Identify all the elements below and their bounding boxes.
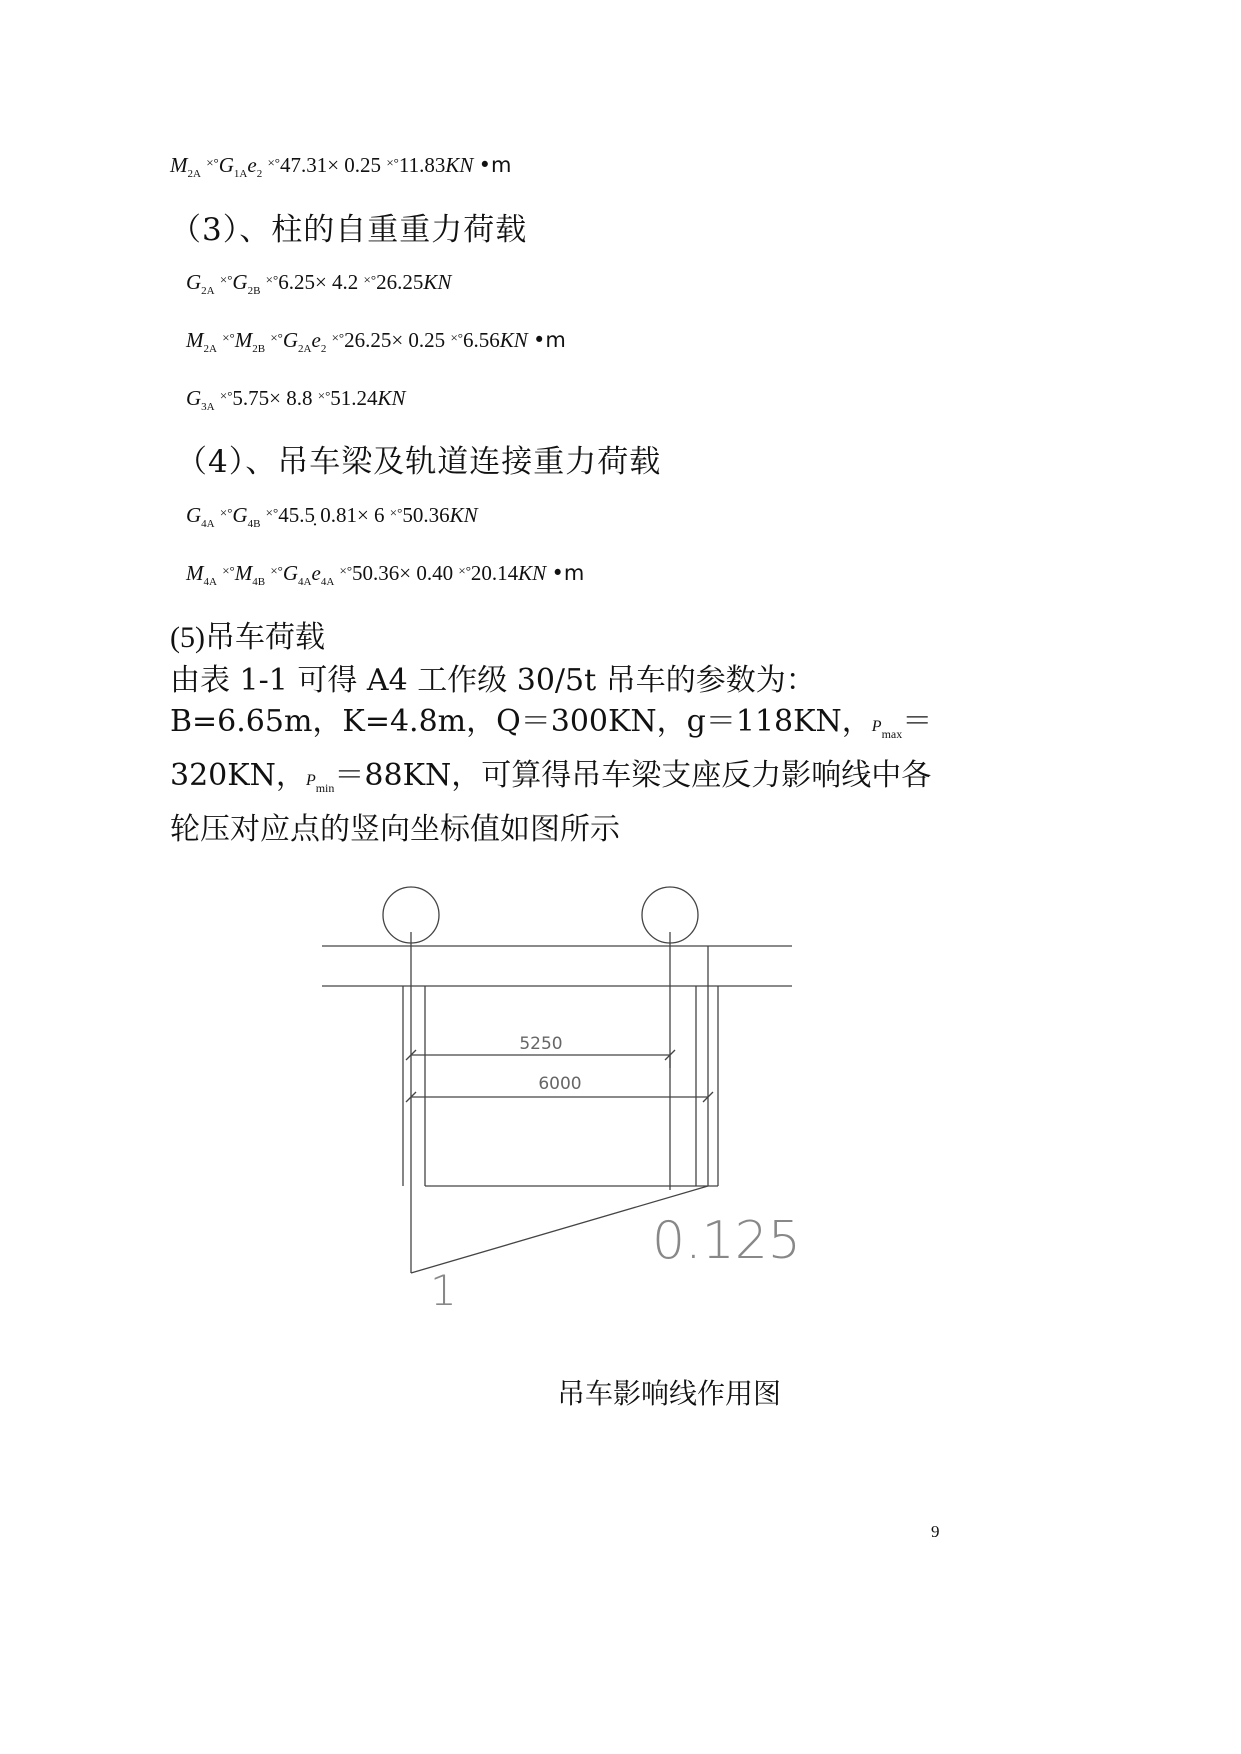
crane-parameters-paragraph: 由表 1-1 可得 A4 工作级 30/5t 吊车的参数为：B=6.65m，K=4.8m，Q＝300KN，g＝118KN，$P_{max}=320KN$，$P_{min}=88KN$，可算得吊车梁支座反力影响线中各轮压对应点的竖向坐标值如图所示 <box>170 663 933 847</box>
equation-g4a: $G_{4A}$ $^{\times^\circ}G_{4B}$ ×°45.5̣ 0.81× 6 ×°50.36KN <box>186 503 478 530</box>
equation-g3a: $G_{3A}$ ×°5.75× 8.8 ×°51.24KN <box>186 386 406 413</box>
page-number: 9 <box>931 1522 940 1541</box>
equation-m2a: $M_{2A}$ $^{\times^\circ}G_{1A}e_2$ ×°47.31× 0.25 ×°11.83KN •m <box>170 153 512 180</box>
figure-caption: 吊车影响线作用图 <box>557 1377 782 1410</box>
equation-m4a: $M_{4A}$ $^{\times^\circ}M_{4B}$ $^{\times^\circ}G_{4A}e_{4A}$ ×°50.36× 0.40 ×°20.14KN •m <box>186 561 585 588</box>
section-heading-5: (5)吊车荷载 <box>170 621 325 654</box>
equation-g2a: $G_{2A}$ $^{\times^\circ}G_{2B}$ ×°6.25× 4.2 ×°26.25KN <box>186 270 452 297</box>
influence-value-small: 0.125 <box>652 1211 801 1271</box>
influence-value-one: 1 <box>430 1266 457 1315</box>
equation-m2a-m2b: $M_{2A}$ $^{\times^\circ}M_{2B}$ $^{\times^\circ}G_{2A}e_2$ ×°26.25× 0.25 ×°6.56KN •m <box>186 328 566 355</box>
section-heading-4: （4）、吊车梁及轨道连接重力荷载 <box>176 444 662 480</box>
dimension-label-5250: 5250 <box>519 1034 563 1054</box>
section-heading-3: （3）、柱的自重重力荷载 <box>170 212 528 248</box>
dimension-label-6000: 6000 <box>538 1074 582 1094</box>
